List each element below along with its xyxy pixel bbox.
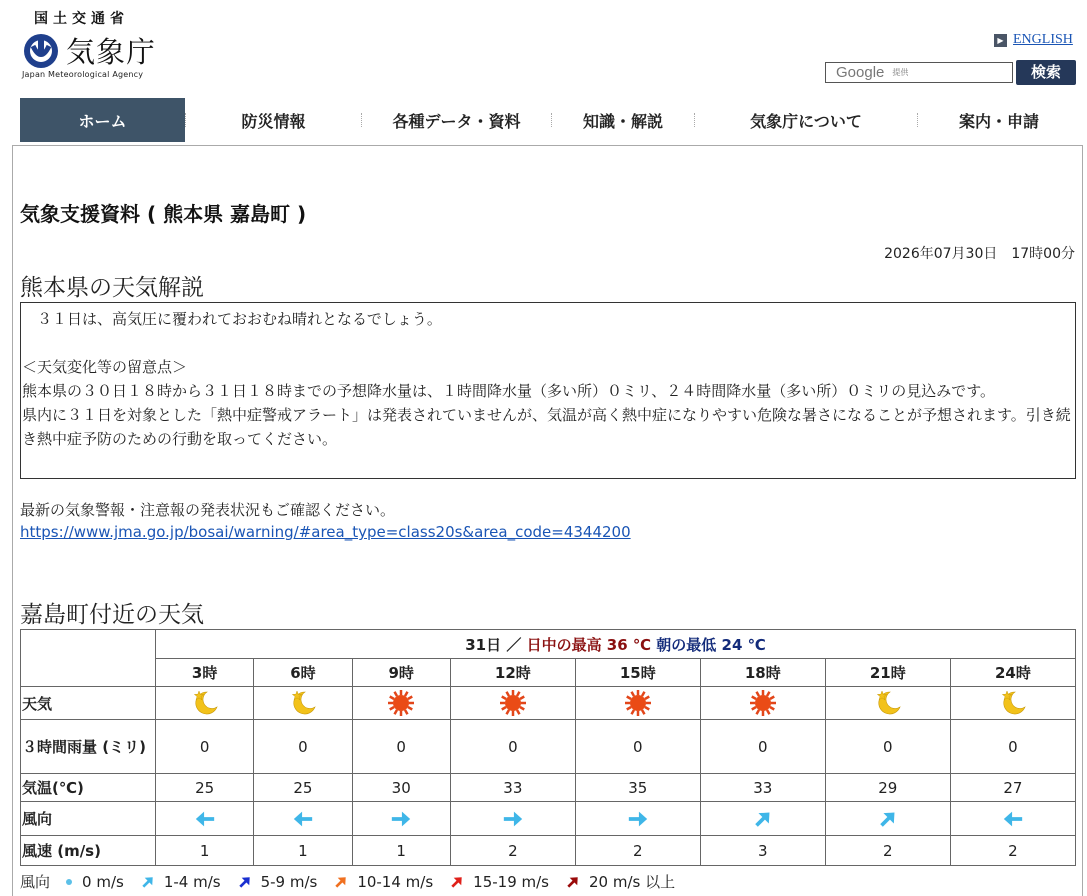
legend-arrow-icon bbox=[333, 874, 349, 890]
wind-arrow-west-icon bbox=[950, 802, 1075, 836]
nav-item-about[interactable]: 気象庁について bbox=[750, 111, 862, 131]
legend-arrow-icon bbox=[237, 874, 253, 890]
search-placeholder-sub: 提供 bbox=[892, 68, 909, 77]
clear-night-icon bbox=[950, 687, 1075, 720]
corner-cell bbox=[21, 630, 156, 687]
commentary-box bbox=[20, 302, 1076, 479]
max-temp: 日中の最高 36 ℃ bbox=[526, 635, 652, 654]
row-label-weather: 天気 bbox=[21, 687, 156, 720]
legend-title: 風向 bbox=[20, 873, 51, 891]
wind-speed-cell: 3 bbox=[700, 836, 825, 866]
table-row bbox=[21, 630, 1076, 659]
search-placeholder-brand: Google bbox=[836, 64, 885, 81]
nav-item-disaster[interactable]: 防災情報 bbox=[241, 111, 306, 131]
temp-cell: 33 bbox=[700, 774, 825, 802]
rain-cell: 0 bbox=[352, 720, 450, 774]
legend-arrow-icon bbox=[140, 874, 156, 890]
wind-speed-cell: 2 bbox=[575, 836, 700, 866]
search-button[interactable]: 検索 bbox=[1016, 60, 1076, 85]
sunny-icon bbox=[352, 687, 450, 720]
row-label-wind-dir: 風向 bbox=[21, 802, 156, 836]
sunny-icon bbox=[700, 687, 825, 720]
legend-item bbox=[449, 873, 549, 891]
legend-label: 1-4 m/s bbox=[163, 872, 221, 891]
hour-header: 9時 bbox=[352, 659, 450, 687]
forecast-day: 31日 bbox=[465, 635, 502, 654]
table-row bbox=[21, 802, 1076, 836]
wind-arrow-northeast-icon bbox=[700, 802, 825, 836]
legend-label: 15-19 m/s bbox=[473, 872, 549, 891]
commentary-heading: 熊本県の天気解説 bbox=[20, 275, 204, 301]
legend-item bbox=[64, 873, 124, 891]
legend-label: 20 m/s 以上 bbox=[589, 873, 676, 891]
search-input[interactable] bbox=[825, 62, 1013, 83]
temp-cell: 29 bbox=[825, 774, 950, 802]
rain-cell: 0 bbox=[700, 720, 825, 774]
main-nav bbox=[20, 98, 1080, 142]
rain-cell: 0 bbox=[156, 720, 254, 774]
commentary-line bbox=[22, 331, 1074, 355]
page-title: 気象支援資料 ( 熊本県 嘉島町 ) bbox=[20, 202, 307, 226]
hour-header: 24時 bbox=[950, 659, 1075, 687]
temp-cell: 33 bbox=[450, 774, 575, 802]
jma-logo-icon[interactable] bbox=[22, 33, 60, 69]
hour-header: 15時 bbox=[575, 659, 700, 687]
temp-cell: 35 bbox=[575, 774, 700, 802]
wind-arrow-east-icon bbox=[352, 802, 450, 836]
play-icon: ▶ bbox=[994, 34, 1007, 47]
forecast-summary bbox=[156, 630, 1076, 659]
nav-item-knowledge[interactable]: 知識・解説 bbox=[582, 111, 663, 131]
clear-night-icon bbox=[156, 687, 254, 720]
commentary-line: ＜天気変化等の留意点＞ bbox=[22, 358, 188, 376]
wind-speed-cell: 2 bbox=[450, 836, 575, 866]
legend-arrow-icon bbox=[565, 874, 581, 890]
legend-item bbox=[333, 873, 433, 891]
hour-header: 21時 bbox=[825, 659, 950, 687]
legend-label: 0 m/s bbox=[82, 872, 124, 891]
commentary-line: 熊本県の３０日１８時から３１日１８時までの予想降水量は、１時間降水量（多い所）０ミリ、２４時間降水量（多い所）０ミリの見込みです。 bbox=[22, 382, 996, 400]
table-row bbox=[21, 659, 1076, 687]
temp-cell: 30 bbox=[352, 774, 450, 802]
wind-speed-cell: 1 bbox=[254, 836, 352, 866]
issued-datetime: 2026年07月30日 17時00分 bbox=[884, 246, 1075, 262]
rain-cell: 0 bbox=[450, 720, 575, 774]
english-link-wrap[interactable] bbox=[994, 32, 1073, 48]
sunny-icon bbox=[575, 687, 700, 720]
wind-speed-cell: 2 bbox=[825, 836, 950, 866]
clear-night-icon bbox=[254, 687, 352, 720]
legend-dot-icon bbox=[64, 877, 74, 887]
agency-english-name: Japan Meteorological Agency bbox=[22, 70, 144, 79]
row-label-rain: ３時間雨量 (ミリ) bbox=[21, 720, 156, 774]
sunny-icon bbox=[450, 687, 575, 720]
ministry-name: 国土交通省 bbox=[34, 11, 129, 27]
row-label-temp: 気温(℃) bbox=[21, 774, 156, 802]
nav-item-data[interactable]: 各種データ・資料 bbox=[392, 111, 521, 131]
temp-cell: 25 bbox=[254, 774, 352, 802]
row-label-wind-speed: 風速 (m/s) bbox=[21, 836, 156, 866]
warning-link[interactable]: https://www.jma.go.jp/bosai/warning/#area_type=class20s&area_code=4344200 bbox=[20, 523, 631, 541]
wind-legend bbox=[20, 871, 691, 892]
nav-item-home[interactable]: ホーム bbox=[20, 98, 185, 142]
english-link[interactable]: ENGLISH bbox=[1013, 32, 1073, 47]
wind-arrow-west-icon bbox=[254, 802, 352, 836]
wind-speed-cell: 2 bbox=[950, 836, 1075, 866]
summary-separator: ／ bbox=[506, 635, 522, 654]
hour-header: 6時 bbox=[254, 659, 352, 687]
site-header bbox=[0, 0, 1087, 96]
legend-item bbox=[237, 873, 318, 891]
table-row bbox=[21, 720, 1076, 774]
legend-label: 5-9 m/s bbox=[260, 872, 318, 891]
table-row bbox=[21, 774, 1076, 802]
hour-header: 12時 bbox=[450, 659, 575, 687]
nearby-weather-heading: 嘉島町付近の天気 bbox=[20, 602, 204, 628]
clear-night-icon bbox=[825, 687, 950, 720]
wind-arrow-east-icon bbox=[575, 802, 700, 836]
nav-item-guide[interactable]: 案内・申請 bbox=[958, 111, 1039, 131]
rain-cell: 0 bbox=[575, 720, 700, 774]
table-row bbox=[21, 687, 1076, 720]
wind-arrow-west-icon bbox=[156, 802, 254, 836]
wind-arrow-northeast-icon bbox=[825, 802, 950, 836]
commentary-line: 県内に３１日を対象とした「熱中症警戒アラート」は発表されていませんが、気温が高く熱中症になりやすい危険な暑さになることが予想されます。引き続き熱中症予防のための行動を取ってください。 bbox=[22, 406, 1071, 448]
forecast-table bbox=[20, 629, 1076, 866]
warning-notice: 最新の気象警報・注意報の発表状況もご確認ください。 bbox=[20, 501, 396, 519]
rain-cell: 0 bbox=[950, 720, 1075, 774]
wind-arrow-east-icon bbox=[450, 802, 575, 836]
rain-cell: 0 bbox=[825, 720, 950, 774]
rain-cell: 0 bbox=[254, 720, 352, 774]
temp-cell: 27 bbox=[950, 774, 1075, 802]
wind-speed-cell: 1 bbox=[352, 836, 450, 866]
legend-item bbox=[140, 873, 221, 891]
legend-label: 10-14 m/s bbox=[357, 872, 434, 891]
legend-arrow-icon bbox=[449, 874, 465, 890]
hour-header: 18時 bbox=[700, 659, 825, 687]
wind-speed-cell: 1 bbox=[156, 836, 254, 866]
temp-cell: 25 bbox=[156, 774, 254, 802]
agency-logo-text[interactable]: 気象庁 bbox=[66, 35, 157, 69]
table-row bbox=[21, 836, 1076, 866]
min-temp: 朝の最低 24 ℃ bbox=[656, 635, 766, 654]
legend-item bbox=[565, 871, 675, 892]
commentary-line: ３１日は、高気圧に覆われておおむね晴れとなるでしょう。 bbox=[22, 310, 442, 328]
hour-header: 3時 bbox=[156, 659, 254, 687]
